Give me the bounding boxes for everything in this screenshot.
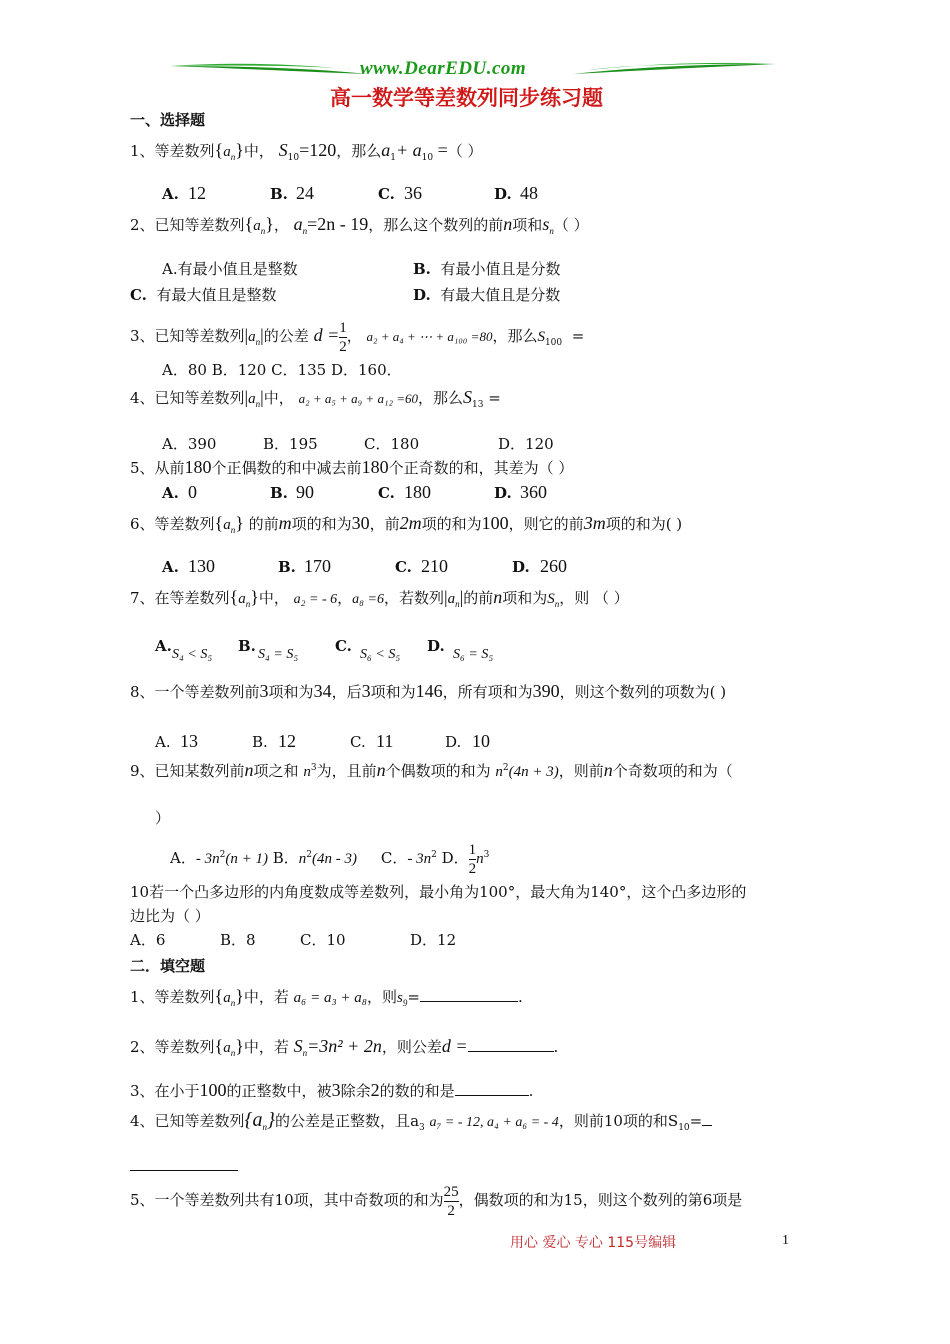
option-value: 36 bbox=[404, 183, 422, 203]
option-value: 170 bbox=[304, 556, 331, 576]
option-a: A．390 bbox=[162, 435, 217, 453]
question-1: 1、等差数列$\{a_n\}$中， $S_{10}=120$，那么$a_1+ a_{10}$ =（ ） bbox=[130, 140, 483, 163]
option-d: D．120 bbox=[498, 435, 554, 453]
page-title: 高一数学等差数列同步练习题 bbox=[330, 86, 603, 110]
option-c: S₆ < S₅ bbox=[360, 647, 401, 662]
option-a: A.有最小值且是整数 bbox=[162, 260, 298, 278]
option-label: C. bbox=[350, 733, 366, 751]
option-b: B．195 bbox=[263, 435, 318, 453]
option-value: 10 bbox=[472, 731, 490, 751]
fill-3: 3、在小于100的正整数中，被3除余2的数的和是 . bbox=[130, 1080, 534, 1100]
question-8: 8、一个等差数列前3项和为34，后3项和为146，所有项和为390，则这个数列的项数为( ) bbox=[130, 681, 727, 701]
page-number: 1 bbox=[782, 1233, 789, 1248]
option-label: B. bbox=[252, 733, 268, 751]
option-value: 180 bbox=[404, 482, 431, 502]
option-label: B. bbox=[278, 558, 296, 576]
option-label: C. bbox=[378, 484, 395, 502]
option-label: B. bbox=[270, 185, 288, 203]
option-label: A. bbox=[162, 185, 179, 203]
option-value: 130 bbox=[188, 556, 215, 576]
option-c: C．10 bbox=[300, 931, 346, 949]
question-9-close: ） bbox=[155, 809, 171, 827]
fill-2: 2、等差数列$\{a_n\}$中，若 $S_n=3n^2 + 2n$，则公差d = . bbox=[130, 1036, 559, 1058]
option-b: S₄ = S₅ bbox=[258, 647, 299, 662]
option-value: 90 bbox=[296, 482, 314, 502]
option-c: C. 有最大值且是整数 bbox=[130, 286, 277, 304]
option-label: D. bbox=[445, 733, 462, 751]
answer-blank[interactable] bbox=[702, 1111, 712, 1126]
answer-blank[interactable] bbox=[468, 1037, 554, 1052]
fill-5: 5、一个等差数列共有10项，其中奇数项的和为 $\frac{25}{2}$ ，偶数项的和为15，则这个数列的第6项是 bbox=[130, 1183, 743, 1219]
option-label: D. bbox=[494, 484, 512, 502]
option-value: 12 bbox=[188, 183, 206, 203]
question-9-options: A．- $3n^2(n + 1)$ B．$n^2(4n - 3)$ C．- $3n^2$ D． $\frac{1}{2}$ $n^3$ bbox=[170, 841, 490, 877]
option-value: 12 bbox=[278, 731, 296, 751]
option-b: B．8 bbox=[220, 931, 256, 949]
option-value: 11 bbox=[376, 731, 394, 751]
answer-blank[interactable] bbox=[420, 987, 518, 1002]
option-label: B. bbox=[270, 484, 288, 502]
option-c: C．180 bbox=[364, 435, 420, 453]
question-6: 6、等差数列$\{a_n\}$ 的前m项的和为30，前2m项的和为100，则它的前3m项的和为( ) bbox=[130, 513, 683, 535]
option-value: 0 bbox=[188, 482, 197, 502]
question-4: 4、已知等差数列$|a_n|$中， a₂ + a₅ + a₉ + a₁₂ =60，那么$S_{13}$ = bbox=[130, 387, 501, 410]
answer-blank-line[interactable] bbox=[130, 1170, 238, 1171]
question-10: 10若一个凸多边形的内角度数成等差数列，最小角为100°，最大角为140°，这个凸多边形的 bbox=[130, 883, 747, 901]
site-name: www.DearEDU.com bbox=[360, 58, 527, 79]
question-10-line2: 边比为（ ） bbox=[130, 907, 210, 925]
question-3: 3、已知等差数列$|a_n|$的公差 d = $\frac{1}{2}$ ， a₂ + a₄ + ⋯ + a₁₀₀ =80，那么$S_{100}$ = bbox=[130, 319, 585, 355]
option-value: 210 bbox=[421, 556, 448, 576]
option-label: C. bbox=[395, 558, 412, 576]
option-a: A．6 bbox=[130, 931, 166, 949]
option-label: A. bbox=[162, 484, 179, 502]
section-heading-fill: 二．填空题 bbox=[130, 957, 206, 975]
section-heading-choice: 一、选择题 bbox=[130, 111, 206, 129]
question-3-options: A．80 B．120 C．135 D．160． bbox=[162, 361, 402, 379]
option-value: 260 bbox=[540, 556, 567, 576]
option-label: C. bbox=[335, 637, 352, 655]
option-d: D. 有最大值且是分数 bbox=[413, 286, 561, 304]
question-7: 7、在等差数列$\{a_n\}$中， a₂ = - 6，a₈ =6，若数列$|a_n|$的前n项和为$S_n$，则 （ ） bbox=[130, 587, 629, 609]
answer-blank[interactable] bbox=[455, 1081, 529, 1096]
option-label: C. bbox=[378, 185, 395, 203]
option-value: 13 bbox=[180, 731, 198, 751]
option-value: 24 bbox=[296, 183, 314, 203]
question-9: 9、已知某数列前n项之和 $n^3$为，且前n个偶数项的和为 $n^2(4n + 3)$，则前n个奇数项的和为（ bbox=[130, 760, 733, 780]
option-a: S₄ < S₅ bbox=[172, 647, 213, 662]
option-label: D. bbox=[494, 185, 512, 203]
option-d: D．12 bbox=[410, 931, 457, 949]
option-value: 48 bbox=[520, 183, 538, 203]
option-label: A. bbox=[155, 637, 172, 655]
option-d: S₆ = S₅ bbox=[453, 647, 494, 662]
question-2: 2、已知等差数列$\{a_n\}$， $a_n=2n - 19$，那么这个数列的前n项和$s_n$（ ） bbox=[130, 214, 589, 236]
question-5: 5、从前180个正偶数的和中减去前180个正奇数的和，其差为（ ） bbox=[130, 457, 574, 477]
option-label: D. bbox=[427, 637, 445, 655]
option-value: 360 bbox=[520, 482, 547, 502]
option-label: B. bbox=[238, 637, 256, 655]
option-label: D. bbox=[512, 558, 530, 576]
option-label: A. bbox=[155, 733, 171, 751]
option-label: A. bbox=[162, 558, 179, 576]
option-b: B. 有最小值且是分数 bbox=[413, 260, 561, 278]
footer-slogan: 用心 爱心 专心 115号编辑 bbox=[510, 1235, 677, 1251]
fill-4: 4、已知等差数列$\{a_n\}$的公差是正整数，且$a_3$ a₇ = - 12, a₄ + a₆ = - 4，则前10项的和$S_{10}=$ bbox=[130, 1110, 712, 1138]
fill-1: 1、等差数列$\{a_n\}$中，若 a₆ = a₃ + a₈，则$s_9=$ . bbox=[130, 986, 523, 1008]
